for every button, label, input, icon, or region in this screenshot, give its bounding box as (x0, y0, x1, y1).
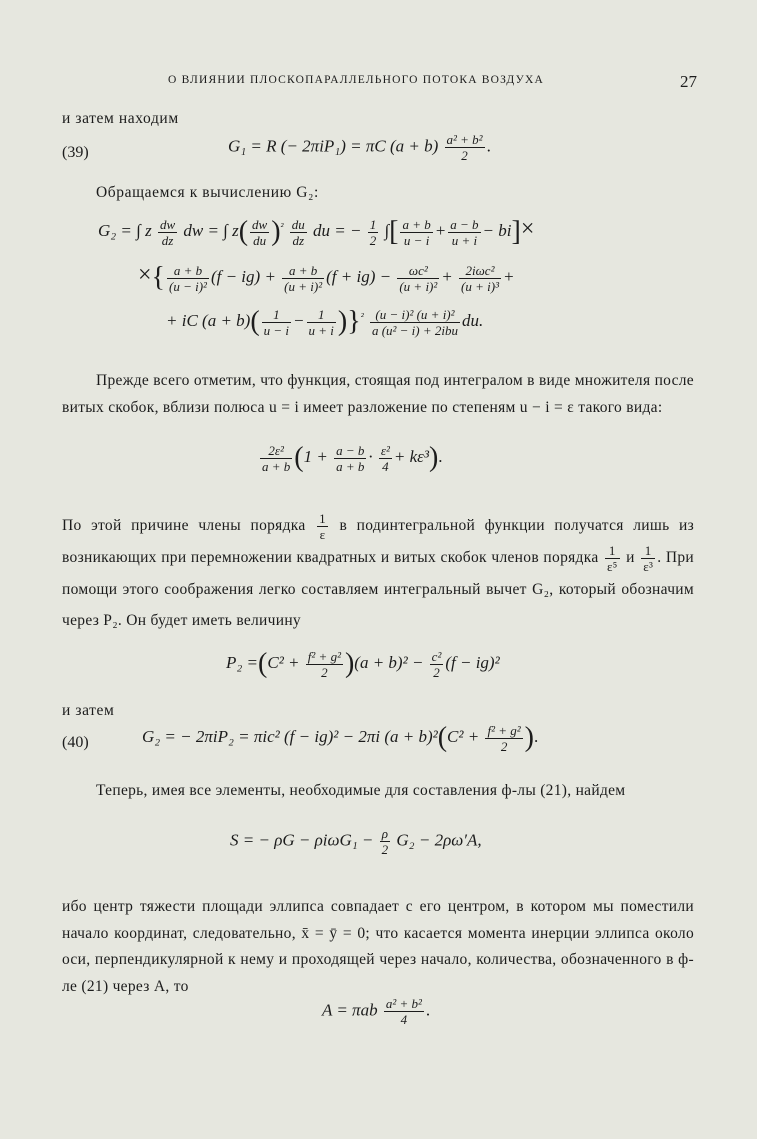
equation-a: A = πab $\frac{\text{a² + b²}}{4}$ . (322, 996, 431, 1027)
equation-expansion: $\frac{\text{2ε²}}{a + b}$ (1 + $\frac{a - b}{a + b}$ · $\frac{\text{ε²}}{4}$ + kε³). (262, 442, 443, 474)
equation-p2: P₂ =(C² + $\frac{\text{f² + g²}}{2}$ )(a + b)² − $\frac{\text{c²}}{2}$ (f − ig)² (226, 648, 500, 680)
running-title: О ВЛИЯНИИ ПЛОСКОПАРАЛЛЕЛЬНОГО ПОТОКА ВОЗДУХА (168, 74, 544, 86)
fraction: $\frac{\text{a² + b²}}{2}$ (446, 132, 483, 163)
text-line: и затем (62, 702, 115, 719)
equation-number: (40) (62, 734, 89, 751)
equation-number: (39) (62, 144, 89, 161)
equation-40: G₂ = − 2πiP₂ = πic² (f − ig)² − 2πi (a + b)²(C² + $\frac{\text{f² + g²}}{2}$ ). (142, 722, 539, 754)
equation-g2-row3: + iC (a + b)( $\frac{1}{u - i}$ − $\frac{1}{u + i}$ )}$^{^2}$ $\frac{\text{(u − i)² (u + i)²}}{\text{a (u² − i) + 2ibu}}$ du. (166, 306, 484, 338)
paragraph: По этой причине члены порядка $\frac{1}{\varepsilon}$ в подинтегральной функции получатся лишь из возникающих при перемножении квадратных и витых скобок членов порядка $\frac{1}{\text{ε⁵}}$ и $\frac{1}{\text{ε³}}$ . При помощи этого соображения легко составляем интегральный вычет G₂, который обозначим через P₂. Он будет иметь величину (62, 510, 694, 629)
text-line: Обращаемся к вычислению G₂: (96, 184, 319, 201)
paragraph: Теперь, имея все элементы, необходимые для составления ф-лы (21), найдем (96, 782, 626, 799)
page-number: 27 (680, 72, 697, 91)
equation-39: G₁ = R (− 2πiP₁) = πC (a + b) $\frac{\text{a² + b²}}{2}$ . (228, 132, 491, 163)
equation-g2-row1: G₂ = ∫ z $\frac{dw}{dz}$ dw = ∫ z( $\frac{dw}{du}$ )$^{^2}$ $\frac{du}{dz}$ du = − $\frac{1}{2}$ ∫[ $\frac{a + b}{u - i}$ + $\frac{a - b}{u + i}$ − bi]× (98, 216, 535, 248)
equation-s: S = − ρG − ρiωG₁ − $\frac{\rho}{2}$ G₂ − 2ρω′A, (230, 826, 482, 857)
paragraph: ибо центр тяжести площади эллипса совпадает с его центром, в котором мы поместили начало координат, следовательно, x̄ = ȳ = 0; что касается момента инерции эллипса около оси, перпендикулярной к нему и проходящей через начало, количества, обозначенного в ф-ле (21) через A, то (62, 898, 694, 995)
equation-g2-row2: ×{ $\frac{a + b}{\text{(u − i)²}}$ (f − ig) + $\frac{a + b}{\text{(u + i)²}}$ (f + ig) − $\frac{\text{ωc²}}{\text{(u + i)²}}$ + $\frac{\text{2iωc²}}{\text{(u + i)³}}$ + (138, 262, 515, 294)
paragraph: Прежде всего отметим, что функция, стоящая под интегралом в виде множителя после витых скобок, вблизи полюса u = i имеет разложение по степеням u − i = ε такого вида: (62, 372, 694, 416)
text-line: и затем находим (62, 110, 179, 127)
